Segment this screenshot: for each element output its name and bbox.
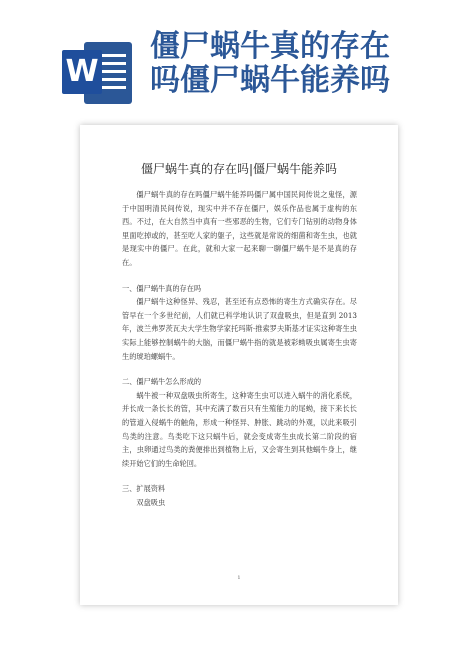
page-number: 1 [237, 575, 241, 581]
section-2-body: 蜗牛被一种双盘吸虫所寄生，这种寄生虫可以进入蜗牛的消化系统，并长成一条长长的管，其中充满了数百只有生殖能力的尾蚴，接下来长长的管道入侵蜗牛的触角，形成一种怪异、肿胀、跳动的外观，以此来吸引鸟类的注意。鸟类吃下这只蜗牛后，就会变成寄生虫成长第二阶段的宿主，虫卵通过鸟类的粪便排出到植物上后，又会寄生到其他蜗牛身上，继续开始它们的生命轮回。 [122, 390, 357, 468]
intro-paragraph: 僵尸蜗牛真的存在吗僵尸蜗牛能养吗僵尸属中国民间传说之鬼怪，源于中国明清民间传说，现实中并不存在僵尸，娱乐作品也属于虚构的东西。不过，在大自然当中真有一些邪恶的生物，它们专门钻别的动物身体里面吃掉或的，甚至吃人家的躯子，这些就是常说的细菌和寄生虫，也就是现实中的僵尸。在此，就和大家一起来聊一聊僵尸蜗牛是不是真的存在。 [122, 190, 357, 267]
word-document-icon [62, 42, 134, 104]
document-content [122, 188, 357, 509]
document-page [80, 125, 398, 605]
banner-title-line-2: 吗僵尸蜗牛能养吗 [150, 63, 390, 98]
section-3-item: 双盘吸虫 [136, 497, 166, 507]
word-letter-badge: W [62, 50, 102, 94]
section-2-heading: 二、僵尸蜗牛怎么形成的 [122, 377, 202, 387]
document-lines [98, 54, 126, 94]
section-3-heading: 三、扩展资料 [122, 484, 166, 494]
banner-title [150, 30, 470, 98]
document-title: 僵尸蜗牛真的存在吗|僵尸蜗牛能养吗 [140, 162, 338, 176]
section-1-heading: 一、僵尸蜗牛真的存在吗 [122, 283, 202, 293]
top-banner [0, 0, 474, 115]
section-1-body: 僵尸蜗牛这种怪异、残忍，甚至还有点恐怖的寄生方式确实存在。尽管早在一个多世纪前，人们就已科学地认识了双盘吸虫，但是直到 2013年，波兰弗罗茨瓦夫大学生物学家托玛斯·推索罗夫斯基才证实这种寄生虫实际上能够控制蜗牛的大脑，而僵尸蜗牛指的就是被彩蚴吸虫属寄生虫寄生的琥珀螺蜗牛。 [122, 297, 357, 361]
banner-title-line-1: 僵尸蜗牛真的存在 [150, 29, 390, 64]
